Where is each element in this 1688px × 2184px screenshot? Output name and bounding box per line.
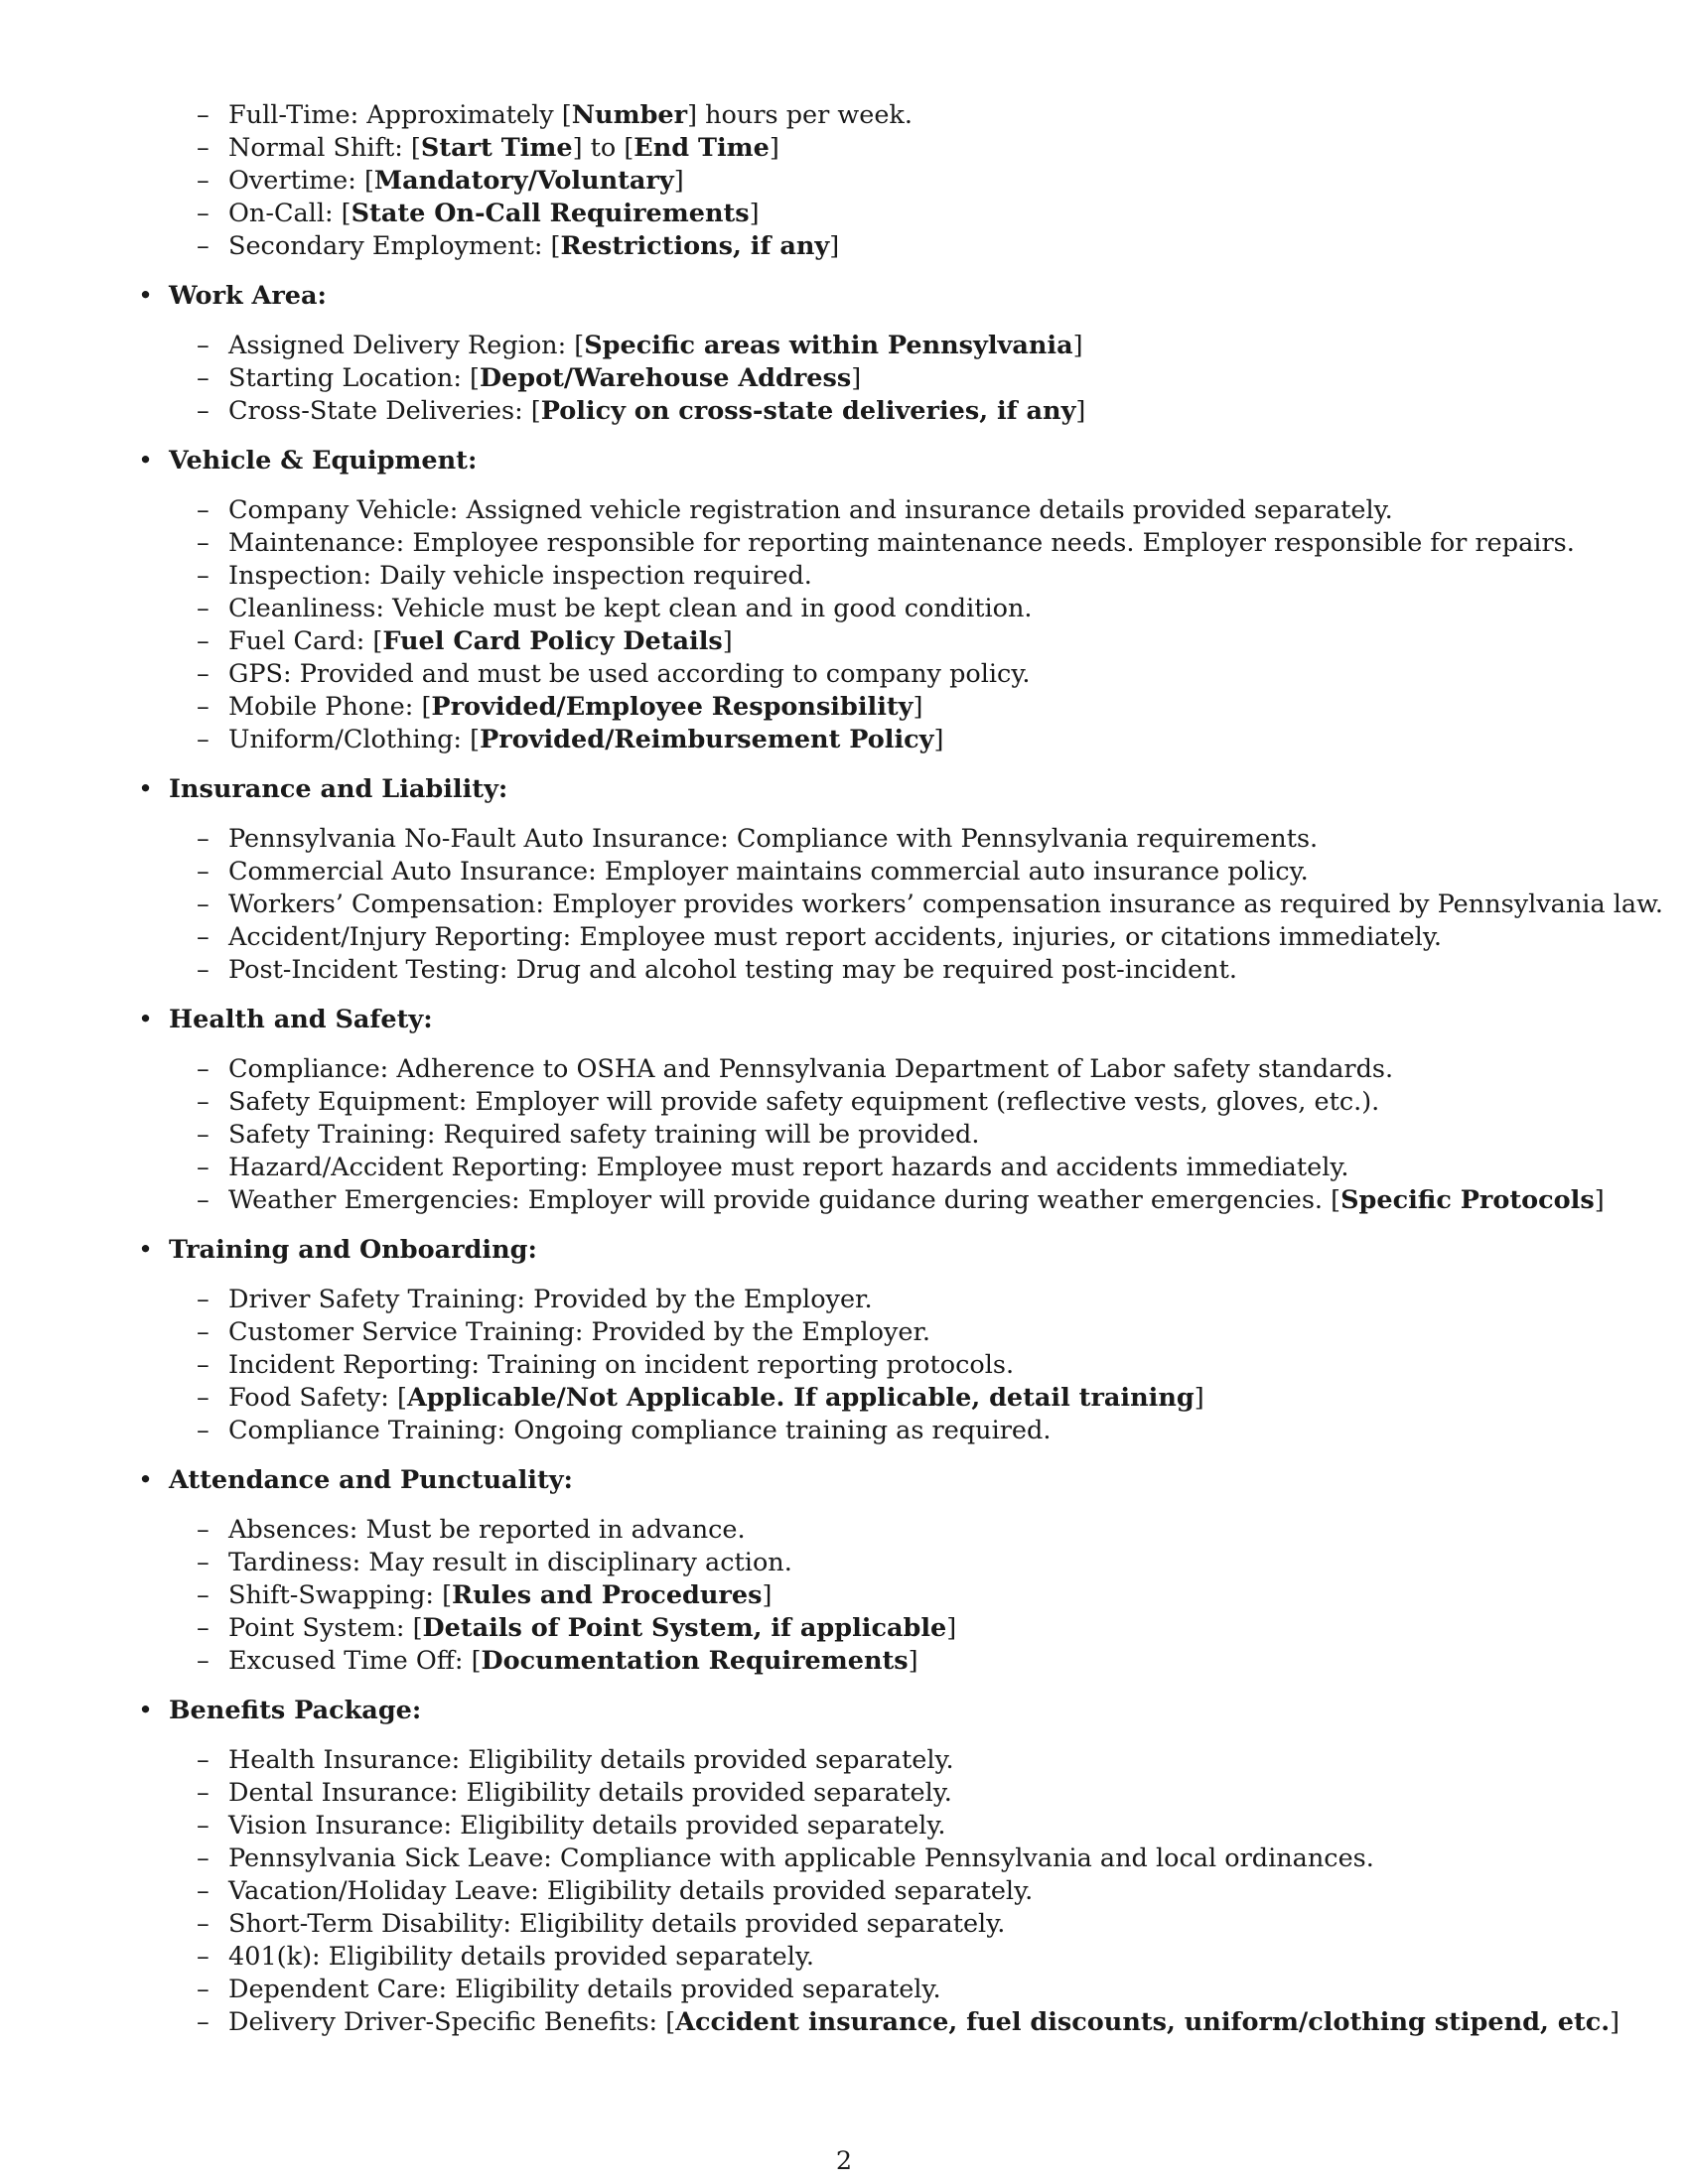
list-item-segment: ]: [851, 363, 862, 393]
list-item-text: [228, 593, 1033, 625]
list-item-segment: Health Insurance: Eligibility details provided separately.: [228, 1745, 954, 1775]
dash-marker-icon: –: [197, 725, 210, 754]
list-item-segment: Hazard/Accident Reporting: Employee must report hazards and accidents immediately.: [228, 1153, 1349, 1182]
placeholder-field: Rules and Procedures: [452, 1580, 763, 1610]
list-item-text: [228, 1612, 956, 1645]
list-item-segment: Excused Time Off: [: [228, 1646, 482, 1676]
dash-marker-icon: –: [197, 659, 210, 689]
dash-marker-icon: –: [197, 1317, 210, 1347]
list-item-segment: ]: [1194, 1383, 1204, 1413]
placeholder-field: Documentation Requirements: [481, 1646, 909, 1676]
list-item-segment: ]: [769, 133, 779, 163]
section-heading-label: Attendance and Punctuality:: [169, 1465, 573, 1495]
dash-marker-icon: –: [197, 1876, 210, 1906]
dash-marker-icon: –: [197, 626, 210, 656]
list-item-text: [228, 1349, 1014, 1382]
list-item-text: [228, 1810, 945, 1843]
list-item-segment: Assigned Delivery Region: [: [228, 331, 585, 360]
list-item-text: [228, 1974, 941, 2006]
dash-marker-icon: –: [197, 1285, 210, 1314]
list-item-text: [228, 395, 1085, 428]
list-item-text: [228, 1843, 1374, 1875]
placeholder-field: Specific areas within Pennsylvania: [584, 331, 1073, 360]
dash-marker-icon: –: [197, 133, 210, 163]
list-item-text: [228, 954, 1237, 987]
list-item-segment: Compliance: Adherence to OSHA and Pennsylvania Department of Labor safety standards.: [228, 1054, 1394, 1084]
dash-marker-icon: –: [197, 363, 210, 393]
dash-marker-icon: –: [197, 100, 210, 130]
list-item-text: [228, 1284, 873, 1316]
list-item-segment: ]: [1594, 1185, 1605, 1215]
list-item-segment: Safety Training: Required safety training will be provided.: [228, 1120, 980, 1150]
list-item-segment: Maintenance: Employee responsible for reporting maintenance needs. Employer responsible for repairs.: [228, 528, 1575, 558]
list-item-text: [228, 1316, 930, 1349]
list-item-text: [228, 1645, 918, 1678]
list-item-text: [228, 1119, 979, 1152]
list-item-segment: Vision Insurance: Eligibility details provided separately.: [228, 1811, 946, 1841]
list-item-segment: Compliance Training: Ongoing compliance training as required.: [228, 1416, 1052, 1445]
list-item-text: [228, 1941, 814, 1974]
section-heading-label: Work Area:: [169, 281, 327, 311]
list-item-text: [228, 888, 1663, 921]
placeholder-field: Accident insurance, fuel discounts, uniform/clothing stipend, etc.: [675, 2007, 1611, 2037]
section-heading-label: Health and Safety:: [169, 1005, 433, 1034]
dash-marker-icon: –: [197, 889, 210, 919]
dash-marker-icon: –: [197, 1054, 210, 1084]
placeholder-field: End Time: [633, 133, 770, 163]
dash-marker-icon: –: [197, 396, 210, 426]
list-item-segment: Dependent Care: Eligibility details provided separately.: [228, 1975, 941, 2004]
dash-marker-icon: –: [197, 528, 210, 558]
list-item-segment: ]: [722, 626, 733, 656]
dash-marker-icon: –: [197, 1778, 210, 1808]
dash-marker-icon: –: [197, 166, 210, 196]
list-item-text: [228, 1579, 772, 1612]
placeholder-field: Mandatory/Voluntary: [373, 166, 674, 196]
dash-marker-icon: –: [197, 231, 210, 261]
placeholder-field: Provided/Employee Responsibility: [431, 692, 914, 722]
list-item-text: [228, 527, 1575, 560]
list-item-text: [228, 691, 922, 724]
dash-marker-icon: –: [197, 1120, 210, 1150]
list-item-segment: ]: [946, 1613, 957, 1643]
list-item-text: [228, 132, 779, 165]
list-item-segment: Customer Service Training: Provided by the Employer.: [228, 1317, 930, 1347]
list-item-text: [228, 1875, 1033, 1908]
dash-marker-icon: –: [197, 1416, 210, 1445]
list-item-segment: Workers’ Compensation: Employer provides workers’ compensation insurance as required by Pennsylvania law.: [228, 889, 1664, 919]
list-item-segment: ]: [762, 1580, 773, 1610]
dash-marker-icon: –: [197, 824, 210, 854]
dash-marker-icon: –: [197, 1185, 210, 1215]
bullet-icon: •: [138, 774, 154, 804]
placeholder-field: Depot/Warehouse Address: [479, 363, 852, 393]
dash-marker-icon: –: [197, 857, 210, 887]
list-item-segment: Weather Emergencies: Employer will provide guidance during weather emergencies. [: [228, 1185, 1341, 1215]
list-item-text: [228, 494, 1393, 527]
list-item-segment: ] to [: [572, 133, 634, 163]
dash-marker-icon: –: [197, 331, 210, 360]
list-item-segment: Food Safety: [: [228, 1383, 407, 1413]
dash-marker-icon: –: [197, 922, 210, 952]
bullet-icon: •: [138, 1005, 154, 1034]
list-item-segment: Delivery Driver-Specific Benefits: [: [228, 2007, 676, 2037]
placeholder-field: Applicable/Not Applicable. If applicable, detail training: [406, 1383, 1195, 1413]
list-item-segment: Incident Reporting: Training on incident reporting protocols.: [228, 1350, 1015, 1380]
dash-marker-icon: –: [197, 199, 210, 228]
list-item-segment: ]: [673, 166, 684, 196]
list-item-segment: ]: [1610, 2007, 1620, 2037]
list-item-segment: ]: [1072, 331, 1083, 360]
placeholder-field: Number: [571, 100, 688, 130]
list-item-text: [228, 921, 1442, 954]
list-item-text: [228, 1415, 1051, 1447]
list-item-text: [228, 625, 733, 658]
bullet-icon: •: [138, 1696, 154, 1725]
list-item-segment: Secondary Employment: [: [228, 231, 561, 261]
section-heading-label: Training and Onboarding:: [169, 1235, 537, 1265]
dash-marker-icon: –: [197, 561, 210, 591]
list-item-segment: Driver Safety Training: Provided by the Employer.: [228, 1285, 873, 1314]
list-item-segment: Inspection: Daily vehicle inspection required.: [228, 561, 812, 591]
placeholder-field: Provided/Reimbursement Policy: [480, 725, 934, 754]
list-item-text: [228, 165, 684, 198]
list-item-segment: Short-Term Disability: Eligibility details provided separately.: [228, 1909, 1006, 1939]
dash-marker-icon: –: [197, 495, 210, 525]
list-item-segment: Accident/Injury Reporting: Employee must report accidents, injuries, or citations immediately.: [228, 922, 1442, 952]
list-item-text: [228, 1908, 1005, 1941]
list-item-text: [228, 1547, 792, 1579]
list-item-segment: Mobile Phone: [: [228, 692, 432, 722]
dash-marker-icon: –: [197, 1153, 210, 1182]
list-item-text: [228, 362, 861, 395]
placeholder-field: State On-Call Requirements: [351, 199, 750, 228]
list-item-text: [228, 1777, 952, 1810]
dash-marker-icon: –: [197, 1383, 210, 1413]
placeholder-field: Specific Protocols: [1340, 1185, 1595, 1215]
list-item-segment: ]: [1075, 396, 1086, 426]
list-item-segment: Dental Insurance: Eligibility details provided separately.: [228, 1778, 952, 1808]
section-heading-label: Vehicle & Equipment:: [169, 446, 478, 476]
section-heading-label: Insurance and Liability:: [169, 774, 508, 804]
list-item-text: [228, 724, 943, 756]
list-item-text: [228, 1184, 1605, 1217]
list-item-text: [228, 658, 1030, 691]
list-item-segment: ]: [749, 199, 760, 228]
list-item-segment: ] hours per week.: [687, 100, 913, 130]
list-item-text: [228, 823, 1318, 856]
dash-marker-icon: –: [197, 1843, 210, 1873]
list-item-segment: Point System: [: [228, 1613, 423, 1643]
dash-marker-icon: –: [197, 2007, 210, 2037]
placeholder-field: Details of Point System, if applicable: [422, 1613, 947, 1643]
dash-marker-icon: –: [197, 1909, 210, 1939]
list-item-segment: Safety Equipment: Employer will provide safety equipment (reflective vests, gloves, etc.).: [228, 1087, 1380, 1117]
dash-marker-icon: –: [197, 1811, 210, 1841]
bullet-icon: •: [138, 281, 154, 311]
dash-marker-icon: –: [197, 1350, 210, 1380]
list-item-text: [228, 1086, 1379, 1119]
list-item-segment: Pennsylvania Sick Leave: Compliance with applicable Pennsylvania and local ordinances.: [228, 1843, 1374, 1873]
list-item-segment: Starting Location: [: [228, 363, 480, 393]
dash-marker-icon: –: [197, 1942, 210, 1972]
dash-marker-icon: –: [197, 594, 210, 623]
list-item-text: [228, 2006, 1619, 2039]
list-item-segment: Tardiness: May result in disciplinary action.: [228, 1548, 792, 1577]
list-item-text: [228, 1152, 1349, 1184]
placeholder-field: Policy on cross-state deliveries, if any: [540, 396, 1076, 426]
list-item-text: [228, 99, 913, 132]
list-item-segment: Cleanliness: Vehicle must be kept clean and in good condition.: [228, 594, 1033, 623]
dash-marker-icon: –: [197, 1646, 210, 1676]
list-item-segment: GPS: Provided and must be used according to company policy.: [228, 659, 1031, 689]
list-item-segment: Absences: Must be reported in advance.: [228, 1515, 746, 1545]
list-item-text: [228, 1382, 1204, 1415]
dash-marker-icon: –: [197, 1580, 210, 1610]
page-number: 2: [835, 2146, 853, 2176]
list-item-text: [228, 1514, 746, 1547]
placeholder-field: Start Time: [420, 133, 573, 163]
list-item-text: [228, 230, 839, 263]
list-item-segment: Full-Time: Approximately [: [228, 100, 572, 130]
list-item-text: [228, 1744, 954, 1777]
dash-marker-icon: –: [197, 1548, 210, 1577]
bullet-icon: •: [138, 1465, 154, 1495]
list-item-segment: Overtime: [: [228, 166, 374, 196]
list-item-text: [228, 198, 760, 230]
dash-marker-icon: –: [197, 1087, 210, 1117]
list-item-segment: Shift-Swapping: [: [228, 1580, 453, 1610]
bullet-icon: •: [138, 1235, 154, 1265]
dash-marker-icon: –: [197, 1515, 210, 1545]
list-item-segment: Commercial Auto Insurance: Employer maintains commercial auto insurance policy.: [228, 857, 1309, 887]
list-item-segment: Pennsylvania No-Fault Auto Insurance: Compliance with Pennsylvania requirements.: [228, 824, 1319, 854]
list-item-segment: Vacation/Holiday Leave: Eligibility details provided separately.: [228, 1876, 1034, 1906]
placeholder-field: Restrictions, if any: [560, 231, 830, 261]
list-item-segment: Uniform/Clothing: [: [228, 725, 481, 754]
list-item-segment: Company Vehicle: Assigned vehicle registration and insurance details provided separately.: [228, 495, 1393, 525]
dash-marker-icon: –: [197, 955, 210, 985]
list-item-segment: Cross-State Deliveries: [: [228, 396, 541, 426]
list-item-text: [228, 1053, 1393, 1086]
list-item-segment: 401(k): Eligibility details provided separately.: [228, 1942, 815, 1972]
list-item-segment: Normal Shift: [: [228, 133, 421, 163]
section-heading-label: Benefits Package:: [169, 1696, 422, 1725]
list-item-segment: Fuel Card: [: [228, 626, 383, 656]
list-item-text: [228, 560, 812, 593]
placeholder-field: Fuel Card Policy Details: [382, 626, 723, 656]
list-item-segment: On-Call: [: [228, 199, 352, 228]
dash-marker-icon: –: [197, 692, 210, 722]
dash-marker-icon: –: [197, 1613, 210, 1643]
bullet-icon: •: [138, 446, 154, 476]
list-item-segment: ]: [933, 725, 944, 754]
list-item-segment: ]: [829, 231, 840, 261]
list-item-text: [228, 856, 1309, 888]
list-item-segment: Post-Incident Testing: Drug and alcohol testing may be required post-incident.: [228, 955, 1237, 985]
dash-marker-icon: –: [197, 1975, 210, 2004]
list-item-segment: ]: [913, 692, 923, 722]
list-item-segment: ]: [908, 1646, 918, 1676]
list-item-text: [228, 330, 1083, 362]
dash-marker-icon: –: [197, 1745, 210, 1775]
